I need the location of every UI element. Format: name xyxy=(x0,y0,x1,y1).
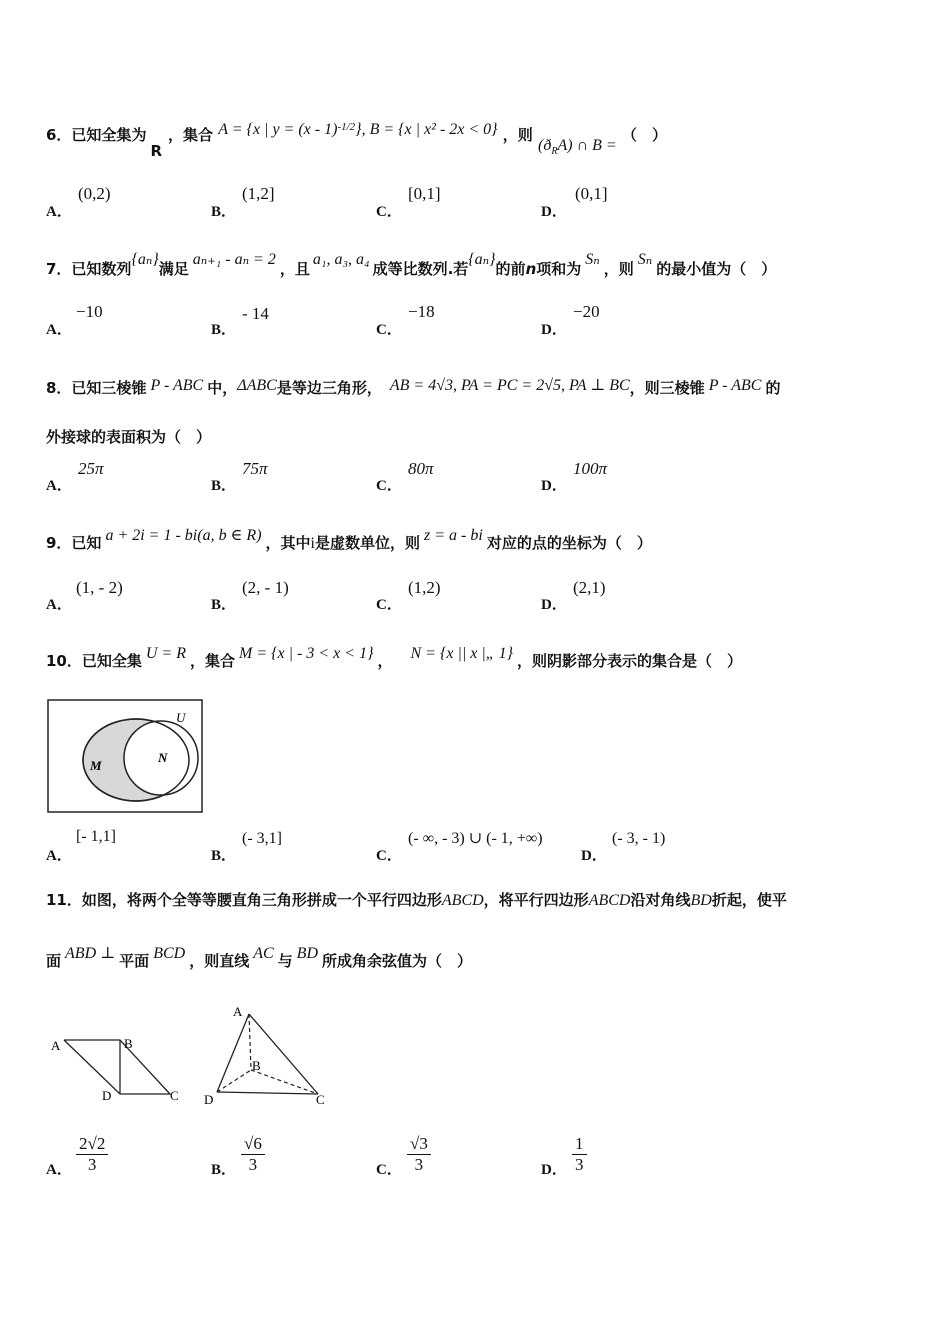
q6-number-text: 6．已知全集为 xyxy=(46,126,147,144)
q11-option-a-fraction xyxy=(76,1134,108,1175)
q10-mid: ，集合 xyxy=(190,652,236,670)
q11-option-a-denominator: 3 xyxy=(87,1155,97,1174)
q6-paren: （ ） xyxy=(621,126,667,144)
q6-set-label: R xyxy=(150,142,163,160)
q11-option-b-fraction xyxy=(241,1134,265,1175)
q6-option-b-label: B． xyxy=(211,204,237,220)
q10-n: N = {x || x |„ 1} xyxy=(410,645,514,662)
q11-tail: 所成角余弦值为（ ） xyxy=(322,952,473,970)
q7-n: n xyxy=(525,260,537,278)
q11-along: 沿对角线 xyxy=(630,891,691,909)
q11-bd-2: BD xyxy=(296,945,318,962)
fig2-label-b: B xyxy=(252,1058,261,1073)
q8-pyramid: P - ABC xyxy=(150,377,204,394)
q9-option-b-label: B． xyxy=(211,597,237,613)
q10-tail: ，则阴影部分表示的集合是（ ） xyxy=(517,652,743,670)
q7-option-b-label: B． xyxy=(211,322,237,338)
q6-mid-text: ，集合 xyxy=(168,126,214,144)
q6-option-a-label: A． xyxy=(46,204,72,220)
q6-expr-tail: A) ∩ B = xyxy=(557,137,617,154)
q6-then-text: ，则 xyxy=(502,126,533,144)
q7-then: ，则 xyxy=(603,260,634,278)
q6-exponent: -1/2 xyxy=(337,121,356,133)
q7-option-a-value: −10 xyxy=(76,302,103,321)
q6-option-b-value: (1,2] xyxy=(242,184,275,203)
q11-option-b-denominator: 3 xyxy=(248,1155,258,1174)
fig2-label-c: C xyxy=(316,1092,325,1107)
q10-comma: ， xyxy=(377,652,393,670)
q8-option-a-label: A． xyxy=(46,478,72,494)
q8-option-b-label: B． xyxy=(211,478,237,494)
fig2-label-d: D xyxy=(204,1092,214,1107)
fig1-label-d: D xyxy=(102,1088,112,1103)
q7-option-d-label: D． xyxy=(541,322,567,338)
q8-option-a-value: 25π xyxy=(78,459,104,478)
q11-then: ，则直线 xyxy=(189,952,250,970)
question-7-stem xyxy=(46,251,777,279)
q7-seq: {aₙ} xyxy=(131,251,159,268)
q7-sn: Sₙ xyxy=(585,251,600,268)
q6-formula-b: }, B = {x | x² - 2x < 0} xyxy=(355,121,498,138)
q10-option-d-value: (- 3, - 1) xyxy=(612,830,666,847)
q6-option-c-label: C． xyxy=(376,204,402,220)
q11-option-c-fraction xyxy=(407,1134,431,1175)
q9-option-d-label: D． xyxy=(541,597,567,613)
q9-option-b-value: (2, - 1) xyxy=(242,578,289,597)
q9-option-d-value: (2,1) xyxy=(573,578,606,597)
venn-label-m: M xyxy=(90,758,102,773)
fig2-label-a: A xyxy=(233,1004,243,1019)
q11-line2-a: 面 xyxy=(46,952,62,970)
q8-option-c-label: C． xyxy=(376,478,402,494)
venn-label-n: N xyxy=(158,750,168,765)
q8-triangle: ΔABC xyxy=(237,377,277,394)
q8-option-d-label: D． xyxy=(541,478,567,494)
q11-number-text: 11．如图，将两个全等等腰直角三角形拼成一个平行四边形 xyxy=(46,891,442,909)
q9-mid: ，其中 xyxy=(265,534,311,552)
q7-geo: 成等比数列.若 xyxy=(372,260,469,278)
q7-option-a-label: A． xyxy=(46,322,72,338)
q8-option-b-value: 75π xyxy=(242,459,268,478)
q10-option-a-value: [- 1,1] xyxy=(76,828,116,845)
q8-in: 中， xyxy=(207,379,238,397)
q9-option-c-label: C． xyxy=(376,597,402,613)
q10-u: U = R xyxy=(145,645,186,662)
q6-option-d-value: (0,1] xyxy=(575,184,608,203)
q7-satisfy: 满足 xyxy=(158,260,189,278)
tetrahedron-figure xyxy=(200,1002,334,1108)
question-10-stem xyxy=(46,645,743,671)
q7-terms: a₁, a₃, a₄ xyxy=(312,251,370,268)
q11-option-d-label: D． xyxy=(541,1162,567,1178)
q11-option-c-label: C． xyxy=(376,1162,402,1178)
q10-number-text: 10．已知全集 xyxy=(46,652,142,670)
q11-fold: 折起，使平 xyxy=(711,891,787,909)
question-8-stem xyxy=(46,377,780,398)
question-9-stem xyxy=(46,527,652,553)
q7-option-c-label: C． xyxy=(376,322,402,338)
q10-option-b-value: (- 3,1] xyxy=(242,830,282,847)
q8-condition: AB = 4√3, PA = PC = 2√5, PA ⊥ BC xyxy=(389,377,630,394)
q7-option-d-value: −20 xyxy=(573,302,600,321)
q8-pyramid-2: P - ABC xyxy=(708,377,762,394)
q11-abcd: ABCD xyxy=(441,892,484,909)
q7-seq-2: {aₙ} xyxy=(468,251,496,268)
q7-and: ，且 xyxy=(279,260,310,278)
q8-number-text: 8．已知三棱锥 xyxy=(46,379,147,397)
q10-option-c-value: (- ∞, - 3) ∪ (- 1, +∞) xyxy=(408,830,543,847)
q6-option-a-value: (0,2) xyxy=(78,184,111,203)
q9-option-a-label: A． xyxy=(46,597,72,613)
q6-option-d-label: D． xyxy=(541,204,567,220)
q9-option-c-value: (1,2) xyxy=(408,578,441,597)
q9-equation: a + 2i = 1 - bi(a, b ∈ R) xyxy=(105,527,262,544)
q11-abd: ABD ⊥ xyxy=(65,945,116,962)
q6-formula-a: A = {x | y = (x - 1) xyxy=(218,121,338,138)
q7-tail: 的最小值为（ ） xyxy=(656,260,777,278)
q9-number-text: 9．已知 xyxy=(46,534,102,552)
q11-option-b-label: B． xyxy=(211,1162,237,1178)
q10-option-d-label: D． xyxy=(581,848,607,864)
q9-mid2: 是虚数单位，则 xyxy=(315,534,421,552)
question-8-line2: 外接球的表面积为（ ） xyxy=(46,428,212,446)
q7-option-c-value: −18 xyxy=(408,302,435,321)
q9-z: z = a - bi xyxy=(424,527,483,544)
q7-number-text: 7．已知数列 xyxy=(46,260,132,278)
parallelogram-figure xyxy=(48,1030,188,1106)
q11-option-a-numerator: 2√2 xyxy=(76,1134,108,1155)
q8-option-c-value: 80π xyxy=(408,459,434,478)
q11-mid: ，将平行四边形 xyxy=(483,891,589,909)
q10-option-a-label: A． xyxy=(46,848,72,864)
q9-i: i xyxy=(310,535,315,552)
q10-option-b-label: B． xyxy=(211,848,237,864)
q11-ac: AC xyxy=(253,945,274,962)
q7-sum-text: 项和为 xyxy=(536,260,582,278)
q6-option-c-value: [0,1] xyxy=(408,184,441,203)
q6-expr-sub: R xyxy=(551,146,558,157)
fig1-label-a: A xyxy=(51,1038,61,1053)
q7-option-b-value: - 14 xyxy=(242,304,269,323)
q8-eq: 是等边三角形， xyxy=(276,379,382,397)
fig1-label-b: B xyxy=(124,1036,133,1051)
q6-expr: (ð xyxy=(538,137,552,154)
q7-first: 的前 xyxy=(495,260,526,278)
question-6-stem xyxy=(46,121,667,160)
q11-option-b-numerator: √6 xyxy=(241,1134,265,1155)
venn-diagram xyxy=(46,698,204,814)
q9-tail: 对应的点的坐标为（ ） xyxy=(486,534,652,552)
q9-option-a-value: (1, - 2) xyxy=(76,578,123,597)
q11-option-c-denominator: 3 xyxy=(414,1155,424,1174)
q11-plane: 平面 xyxy=(119,952,150,970)
q11-option-d-fraction xyxy=(572,1134,587,1175)
q7-sn-2: Sₙ xyxy=(637,251,653,268)
fig1-label-c: C xyxy=(170,1088,179,1103)
q8-of: 的 xyxy=(765,379,781,397)
question-11-line2 xyxy=(46,945,473,971)
q11-and: 与 xyxy=(277,952,293,970)
q11-option-d-denominator: 3 xyxy=(575,1155,584,1174)
q11-bd: BD xyxy=(690,892,712,909)
venn-label-u: U xyxy=(176,710,186,725)
q8-then: ，则三棱锥 xyxy=(629,379,705,397)
q10-m: M = {x | - 3 < x < 1} xyxy=(239,645,374,662)
q11-option-d-numerator: 1 xyxy=(572,1134,587,1155)
q11-option-a-label: A． xyxy=(46,1162,72,1178)
q11-abcd-2: ABCD xyxy=(588,892,631,909)
q8-option-d-value: 100π xyxy=(573,459,608,478)
q11-bcd: BCD xyxy=(153,945,186,962)
q7-relation: aₙ₊₁ - aₙ = 2 xyxy=(192,251,276,268)
q10-option-c-label: C． xyxy=(376,848,402,864)
q11-option-c-numerator: √3 xyxy=(407,1134,431,1155)
question-11-stem xyxy=(46,889,787,910)
